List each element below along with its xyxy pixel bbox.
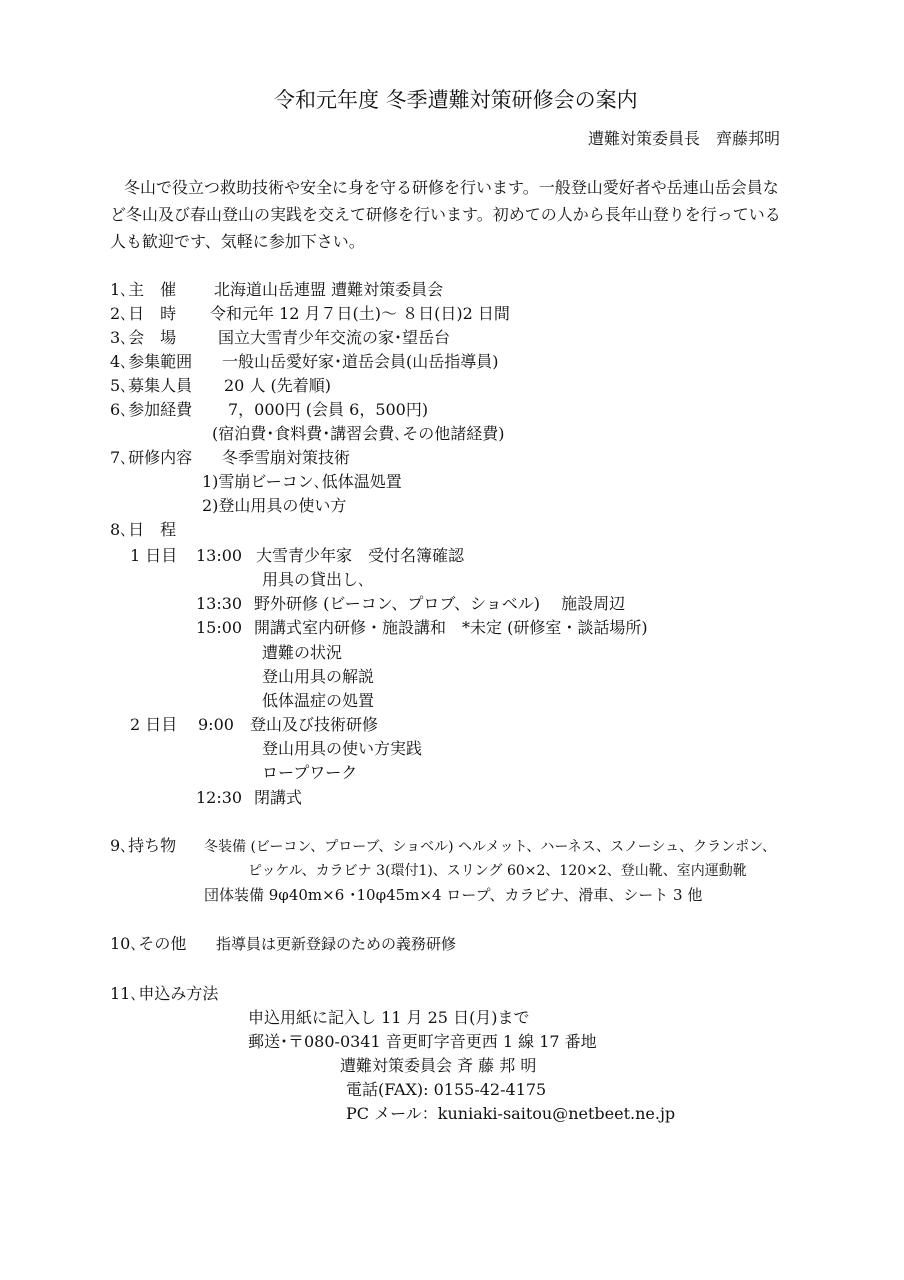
page-title: 令和元年度 冬季遭難対策研修会の案内 (274, 88, 638, 112)
other-label: 10､その他 (110, 934, 187, 953)
intro-line-3: 人も歓迎です、気軽に参加下さい。 (110, 232, 365, 251)
day1-time-3: 15:00 (196, 618, 243, 637)
content-value: 冬季雪崩対策技術 (222, 448, 351, 467)
day1-activity-2: 野外研修 (ビーコン、プロブ、ショベル) 施設周辺 (254, 594, 626, 613)
gear-label: 9､持ち物 (110, 836, 177, 855)
organizer-label: 1､主 催 (110, 280, 177, 299)
gear-personal-2: ピッケル、カラビナ 3(環付1)、スリング 60×2、120×2、登山靴、室内運動靴 (248, 863, 747, 879)
capacity-value: 20 人 (先着順) (224, 376, 332, 395)
eligibility-value: 一般山岳愛好家･道岳会員(山岳指導員) (222, 352, 499, 371)
day1-activity-3d: 低体温症の処置 (262, 691, 375, 710)
apply-phone: 電話(FAX): 0155-42-4175 (346, 1080, 547, 1099)
day1-activity-1b: 用具の貸出し､ (262, 570, 367, 589)
venue-label: 3､会 場 (110, 328, 177, 347)
date-value: 令和元年 12 月７日(土)～ ８日(日)2 日間 (210, 304, 510, 323)
day1-time-1: 13:00 (196, 546, 243, 565)
content-sub-2: 2)登山用具の使い方 (202, 496, 347, 515)
intro-line-1: 冬山で役立つ救助技術や安全に身を守る研修を行います。一般登山愛好者や岳連山岳会員な (124, 178, 779, 197)
capacity-label: 5､募集人員 (110, 376, 193, 395)
day2-activity-1: 登山及び技術研修 (250, 715, 379, 734)
gear-group: 団体装備 9φ40m×6 ･10φ45m×4 ロープ、カラビナ、滑車、シート 3 他 (204, 886, 703, 904)
day1-time-2: 13:30 (196, 594, 243, 613)
apply-email: PC メール：kuniaki-saitou@netbeet.ne.jp (346, 1104, 676, 1123)
fee-value: 7，000円 (会員 6，500円) (228, 400, 429, 419)
organizer-value: 北海道山岳連盟 遭難対策委員会 (214, 280, 444, 299)
content-label: 7､研修内容 (110, 448, 193, 467)
day1-activity-1: 大雪青少年家 受付名簿確認 (256, 546, 465, 565)
apply-label: 11､申込み方法 (110, 984, 219, 1003)
date-label: 2､日 時 (110, 304, 177, 323)
day2-time-2: 12:30 (196, 788, 243, 807)
venue-value: 国立大雪青少年交流の家･望岳台 (218, 328, 451, 347)
day2-activity-2: 閉講式 (254, 788, 303, 807)
day1-label: 1 日目 (130, 546, 178, 565)
day1-activity-3c: 登山用具の解説 (262, 667, 375, 686)
day2-activity-1b: 登山用具の使い方実践 (262, 739, 423, 758)
day2-activity-1c: ロープワーク (262, 763, 358, 782)
apply-deadline: 申込用紙に記入し 11 月 25 日(月)まで (248, 1008, 530, 1027)
fee-label: 6､参加経費 (110, 400, 193, 419)
content-sub-1: 1)雪崩ビーコン､低体温処置 (202, 472, 402, 491)
other-value: 指導員は更新登録のための義務研修 (216, 935, 457, 953)
apply-contact-name: 遭難対策委員会 斉 藤 邦 明 (340, 1056, 537, 1075)
gear-personal: 冬装備 (ビーコン、プローブ、ショベル) ヘルメット、ハーネス、スノーシュ、クランポン、 (204, 839, 776, 855)
day1-activity-3: 開講式室内研修・施設講和 *未定 (研修室・談話場所) (254, 618, 648, 637)
eligibility-label: 4､参集範囲 (110, 352, 193, 371)
apply-address: 郵送･〒080-0341 音更町字音更西 1 線 17 番地 (248, 1032, 597, 1051)
day1-activity-3b: 遭難の状況 (262, 643, 343, 662)
fee-note: (宿泊費･食料費･講習会費､その他諸経費) (212, 424, 505, 443)
day2-time-1: 9:00 (198, 715, 234, 734)
schedule-label: 8､日 程 (110, 520, 177, 539)
author-line: 遭難対策委員長 齊藤邦明 (588, 129, 781, 148)
day2-label: 2 日目 (130, 715, 178, 734)
intro-line-2: ど冬山及び春山登山の実践を交えて研修を行います。初めての人から長年山登りを行っている (110, 205, 781, 224)
